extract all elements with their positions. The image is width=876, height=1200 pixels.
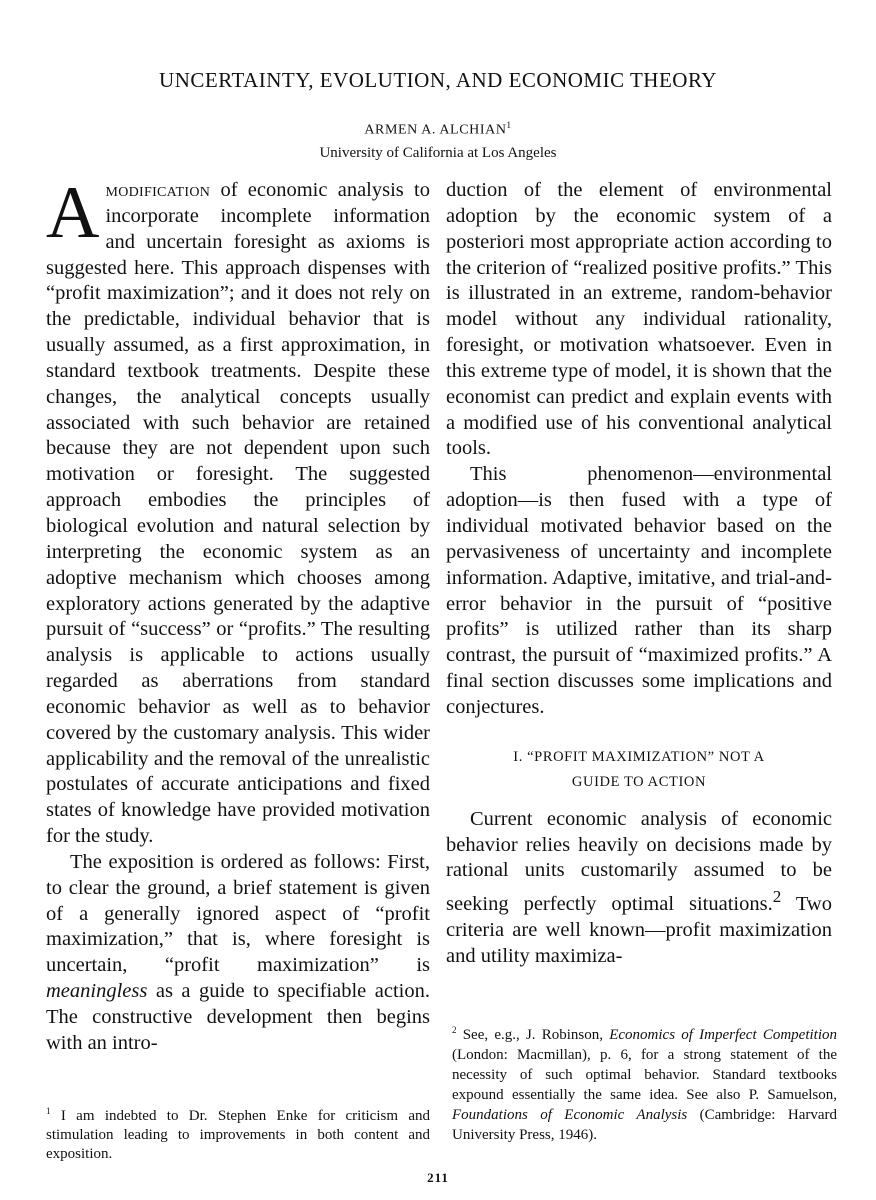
footnote-1-mark: 1: [46, 1106, 51, 1116]
section-heading-line-2: GUIDE TO ACTION: [571, 773, 707, 790]
intro-paragraph: [46, 172, 430, 850]
author-name: ARMEN A. ALCHIAN$^1$: [364, 120, 512, 138]
continued-paragraph: duction of the element of environmental adoption by the economic system of a posteriori most appropriate action according to the criterion of “realized positive profits.” This is illustrated in an extreme, random-behavior model without any individual rationality, foresight, or motivation whatsoever. Even in this extreme type of model, it is shown that the economist can predict and explain events with a modified use of his conventional analytical tools.: [446, 179, 832, 460]
left-column: [46, 172, 430, 1057]
intro-text: of economic analysis to incorporate incomplete information and uncertain foresight as axioms is suggested here. This approach dispenses with “profit maximization”; and it does not rely on the predictable, individual behavior that is usually assumed, as a first approximation, in standard textbook treatments. Despite these changes, the analytical concepts usually associated with such behavior are retained because they are not dependent upon such motivation or foresight. The suggested approach embodies the principles of biological evolution and natural selection by interpreting the economic system as an adoptive mechanism which chooses among exploratory actions generated by the adaptive pursuit of “success” or “profits.” The resulting analysis is applicable to actions usually regarded as aberrations from standard economic behavior as well as to behavior covered by the customary analysis. This wider applicability and the removal of the unrealistic postulates of accurate anticipations and fixed states of knowledge have provided motivation for the study.: [46, 179, 430, 848]
footnote-2: $^2$ See, e.g., J. Robinson, Economics of Imperfect Competition (London: Macmillan), p. 6, for a strong statement of the necessity of such optimal behavior. Standard textbooks expound essentially the same idea. See also P. Samuelson, Foundations of Economic Analysis (Cambridge: Harvard University Press, 1946).: [452, 1025, 838, 1143]
author-affiliation: University of California at Los Angeles: [319, 145, 557, 161]
footnote-1: $^1$ I am indebted to Dr. Stephen Enke for criticism and stimulation leading to improvements in both content and exposition.: [46, 1106, 430, 1162]
article-title: UNCERTAINTY, EVOLUTION, AND ECONOMIC THEORY: [159, 68, 717, 92]
emphasis-meaningless: meaningless: [46, 980, 148, 1003]
section-heading-line-1: I. “PROFIT MAXIMIZATION” NOT A: [513, 748, 765, 765]
footnote-ref-2: 2: [772, 887, 782, 907]
exposition-paragraph: The exposition is ordered as follows: First, to clear the ground, a brief statement is given of a generally ignored aspect of “profit maximization,” that is, where foresight is uncertain, “profit maximization” is meaningless as a guide to specifiable action. The constructive development then begins with an intro-: [46, 850, 430, 1054]
section-paragraph: Current economic analysis of economic behavior relies heavily on decisions made by rational units customarily assumed to be seeking perfectly optimal situations.$^2$ Two criteria are well known—profit maximization and utility maximiza-: [446, 807, 832, 967]
section-heading: [446, 745, 832, 795]
drop-cap: A: [46, 172, 100, 254]
author-footnote-mark: 1: [506, 120, 512, 130]
right-column: [446, 178, 832, 970]
footnote-2-mark: 2: [452, 1025, 457, 1035]
page-number: 211: [427, 1170, 449, 1185]
lead-smallcaps: modification: [105, 179, 211, 201]
adoption-paragraph: This phenomenon—environmental adoption—is then fused with a type of individual motivated behavior based on the pervasiveness of uncertainty and incomplete information. Adaptive, imitative, and trial-and-error behavior in the pursuit of “positive profits” is utilized rather than its sharp contrast, the pursuit of “maximized profits.” A final section discusses some implications and conjectures.: [446, 463, 832, 718]
